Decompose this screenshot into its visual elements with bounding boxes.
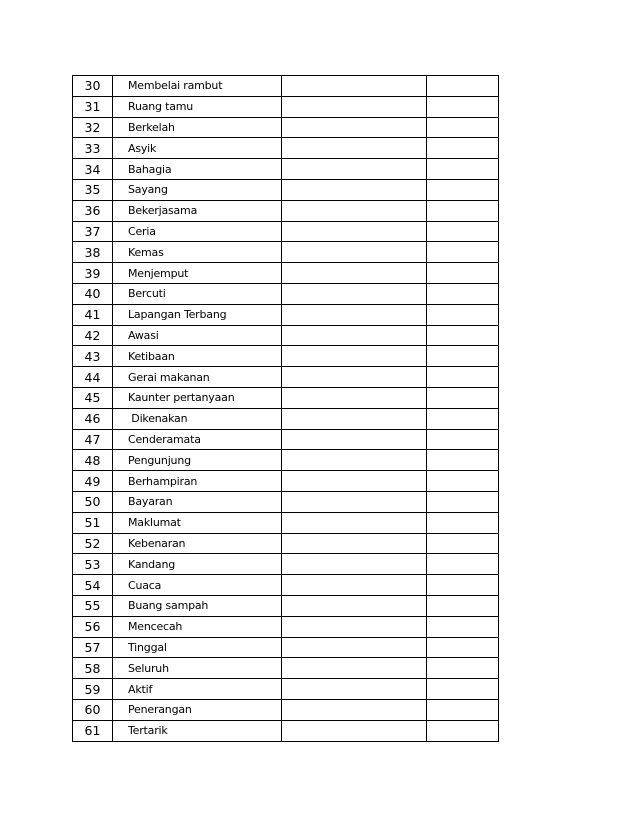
row-number: 61 [73, 720, 113, 741]
blank-cell [427, 159, 499, 180]
row-word: Awasi [113, 325, 282, 346]
table-row [73, 263, 499, 284]
blank-cell [427, 637, 499, 658]
blank-cell [282, 117, 427, 138]
table-row [73, 699, 499, 720]
row-word: Bekerjasama [113, 200, 282, 221]
table-row [73, 658, 499, 679]
table-row [73, 554, 499, 575]
blank-cell [282, 512, 427, 533]
blank-cell [427, 429, 499, 450]
row-number: 39 [73, 263, 113, 284]
vocabulary-table-body [73, 76, 499, 742]
row-number: 36 [73, 200, 113, 221]
blank-cell [282, 450, 427, 471]
blank-cell [427, 720, 499, 741]
table-row [73, 76, 499, 97]
row-word: Sayang [113, 179, 282, 200]
row-number: 57 [73, 637, 113, 658]
blank-cell [427, 554, 499, 575]
table-row [73, 200, 499, 221]
row-number: 37 [73, 221, 113, 242]
row-word: Pengunjung [113, 450, 282, 471]
row-word: Cenderamata [113, 429, 282, 450]
row-word: Cuaca [113, 575, 282, 596]
blank-cell [427, 408, 499, 429]
row-number: 48 [73, 450, 113, 471]
table-row [73, 679, 499, 700]
row-number: 55 [73, 595, 113, 616]
table-row [73, 242, 499, 263]
row-word: Bayaran [113, 491, 282, 512]
blank-cell [282, 595, 427, 616]
table-row [73, 96, 499, 117]
blank-cell [282, 96, 427, 117]
table-row [73, 346, 499, 367]
blank-cell [427, 658, 499, 679]
blank-cell [427, 117, 499, 138]
table-row [73, 221, 499, 242]
blank-cell [427, 387, 499, 408]
table-row [73, 429, 499, 450]
table-row [73, 637, 499, 658]
table-row [73, 325, 499, 346]
blank-cell [427, 263, 499, 284]
row-word: Dikenakan [113, 408, 282, 429]
vocabulary-table [72, 75, 499, 742]
blank-cell [427, 471, 499, 492]
blank-cell [282, 387, 427, 408]
row-word: Ruang tamu [113, 96, 282, 117]
row-number: 40 [73, 283, 113, 304]
row-number: 38 [73, 242, 113, 263]
blank-cell [427, 304, 499, 325]
blank-cell [282, 699, 427, 720]
blank-cell [427, 450, 499, 471]
row-word: Menjemput [113, 263, 282, 284]
table-row [73, 159, 499, 180]
blank-cell [427, 179, 499, 200]
table-row [73, 179, 499, 200]
blank-cell [282, 408, 427, 429]
blank-cell [282, 637, 427, 658]
blank-cell [427, 533, 499, 554]
row-word: Bercuti [113, 283, 282, 304]
row-word: Kandang [113, 554, 282, 575]
table-row [73, 595, 499, 616]
row-word: Membelai rambut [113, 76, 282, 97]
blank-cell [282, 554, 427, 575]
row-number: 58 [73, 658, 113, 679]
blank-cell [282, 346, 427, 367]
row-word: Tinggal [113, 637, 282, 658]
blank-cell [282, 200, 427, 221]
row-number: 52 [73, 533, 113, 554]
row-number: 46 [73, 408, 113, 429]
blank-cell [427, 242, 499, 263]
row-number: 31 [73, 96, 113, 117]
table-row [73, 720, 499, 741]
table-row [73, 283, 499, 304]
table-row [73, 512, 499, 533]
blank-cell [282, 679, 427, 700]
table-row [73, 138, 499, 159]
blank-cell [282, 138, 427, 159]
document-page [72, 75, 499, 742]
blank-cell [427, 367, 499, 388]
blank-cell [427, 325, 499, 346]
row-number: 50 [73, 491, 113, 512]
row-number: 60 [73, 699, 113, 720]
row-number: 47 [73, 429, 113, 450]
row-number: 53 [73, 554, 113, 575]
blank-cell [427, 512, 499, 533]
row-word: Penerangan [113, 699, 282, 720]
row-number: 44 [73, 367, 113, 388]
table-row [73, 533, 499, 554]
row-number: 42 [73, 325, 113, 346]
blank-cell [282, 159, 427, 180]
blank-cell [282, 658, 427, 679]
row-word: Berkelah [113, 117, 282, 138]
row-word: Gerai makanan [113, 367, 282, 388]
blank-cell [282, 304, 427, 325]
blank-cell [282, 491, 427, 512]
table-row [73, 471, 499, 492]
row-word: Kemas [113, 242, 282, 263]
blank-cell [282, 367, 427, 388]
row-number: 45 [73, 387, 113, 408]
blank-cell [427, 76, 499, 97]
row-word: Aktif [113, 679, 282, 700]
table-row [73, 575, 499, 596]
blank-cell [282, 263, 427, 284]
row-word: Kebenaran [113, 533, 282, 554]
blank-cell [427, 595, 499, 616]
blank-cell [427, 96, 499, 117]
blank-cell [282, 242, 427, 263]
blank-cell [427, 221, 499, 242]
row-word: Bahagia [113, 159, 282, 180]
blank-cell [427, 491, 499, 512]
row-number: 41 [73, 304, 113, 325]
row-number: 32 [73, 117, 113, 138]
blank-cell [282, 575, 427, 596]
blank-cell [427, 699, 499, 720]
row-number: 35 [73, 179, 113, 200]
blank-cell [282, 76, 427, 97]
blank-cell [282, 533, 427, 554]
blank-cell [282, 471, 427, 492]
row-number: 49 [73, 471, 113, 492]
row-number: 43 [73, 346, 113, 367]
row-number: 51 [73, 512, 113, 533]
table-row [73, 367, 499, 388]
table-row [73, 387, 499, 408]
blank-cell [282, 179, 427, 200]
row-number: 30 [73, 76, 113, 97]
blank-cell [282, 283, 427, 304]
row-word: Seluruh [113, 658, 282, 679]
row-word: Kaunter pertanyaan [113, 387, 282, 408]
blank-cell [427, 575, 499, 596]
blank-cell [282, 720, 427, 741]
table-row [73, 117, 499, 138]
row-number: 34 [73, 159, 113, 180]
row-number: 54 [73, 575, 113, 596]
table-row [73, 491, 499, 512]
row-word: Maklumat [113, 512, 282, 533]
row-word: Lapangan Terbang [113, 304, 282, 325]
table-row [73, 408, 499, 429]
row-word: Asyik [113, 138, 282, 159]
blank-cell [282, 616, 427, 637]
row-word: Tertarik [113, 720, 282, 741]
table-row [73, 304, 499, 325]
blank-cell [427, 679, 499, 700]
row-number: 33 [73, 138, 113, 159]
row-word: Mencecah [113, 616, 282, 637]
blank-cell [427, 283, 499, 304]
row-word: Buang sampah [113, 595, 282, 616]
row-word: Ceria [113, 221, 282, 242]
blank-cell [282, 221, 427, 242]
row-number: 59 [73, 679, 113, 700]
table-row [73, 450, 499, 471]
table-row [73, 616, 499, 637]
row-word: Ketibaan [113, 346, 282, 367]
row-number: 56 [73, 616, 113, 637]
blank-cell [427, 346, 499, 367]
blank-cell [282, 325, 427, 346]
row-word: Berhampiran [113, 471, 282, 492]
blank-cell [427, 200, 499, 221]
blank-cell [427, 616, 499, 637]
blank-cell [282, 429, 427, 450]
blank-cell [427, 138, 499, 159]
